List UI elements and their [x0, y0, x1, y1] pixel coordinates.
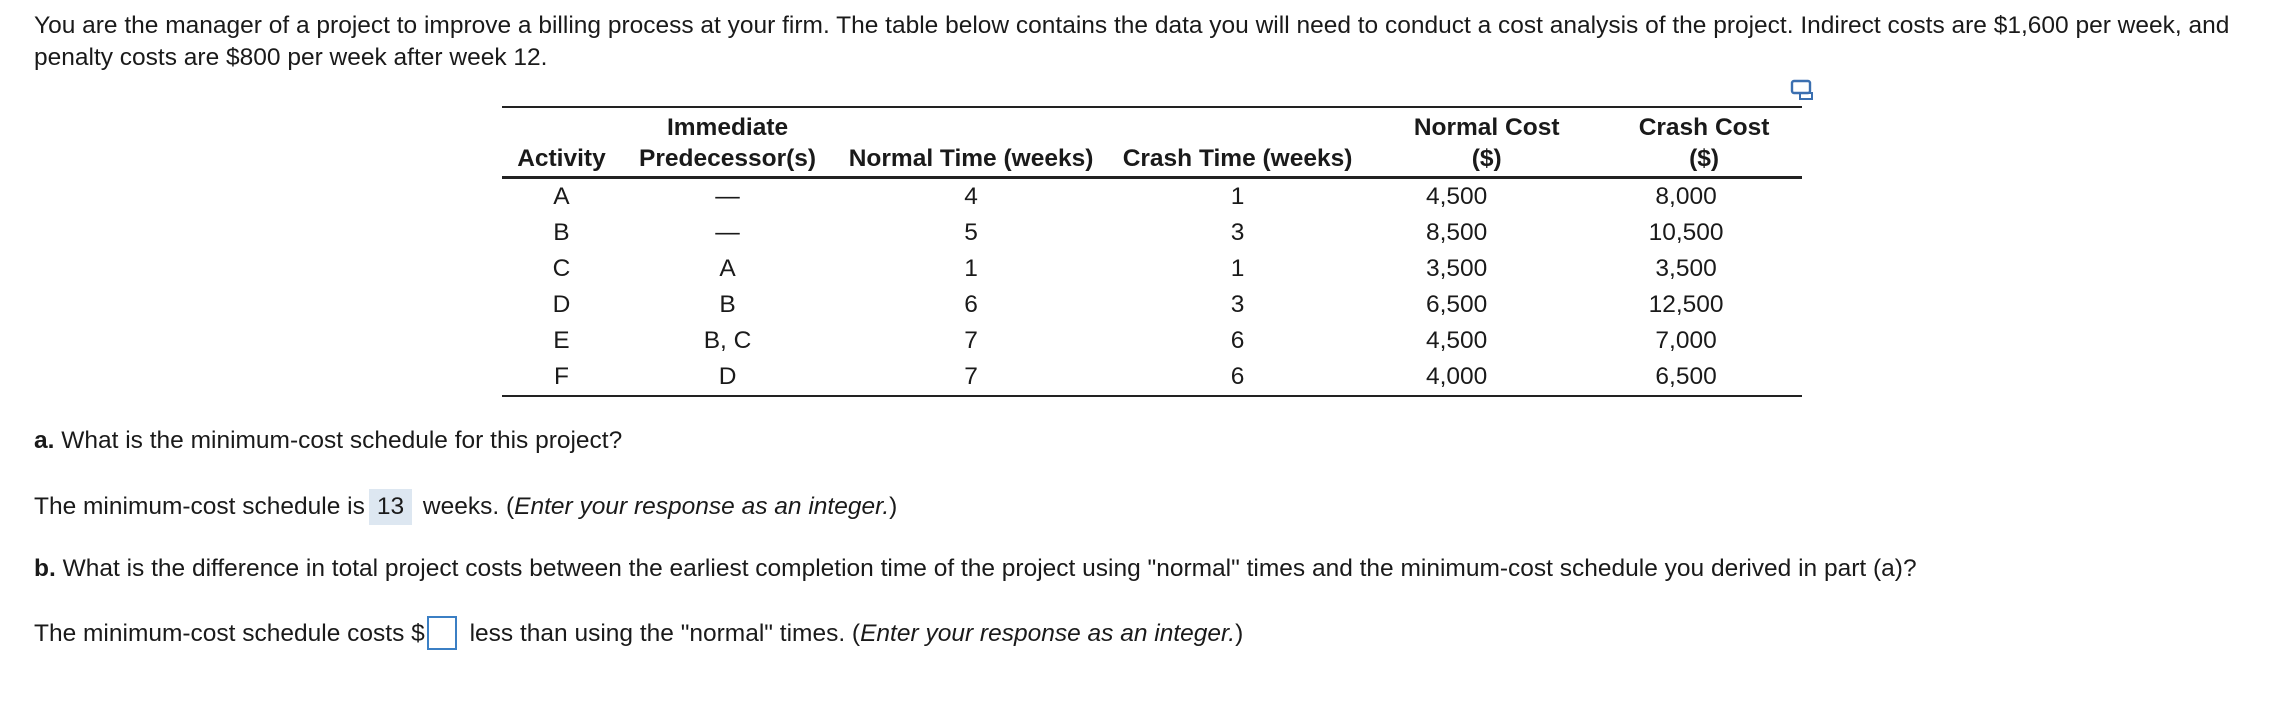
- cell-activity: E: [553, 327, 570, 354]
- question-a-label: a.: [34, 427, 55, 454]
- header-crash-cost: Crash Cost ($): [1606, 107, 1802, 178]
- question-a: [34, 425, 622, 457]
- cell-normal-time: 1: [964, 255, 978, 282]
- cell-crash-time: 1: [1230, 255, 1245, 282]
- table-row: [502, 178, 1802, 216]
- cell-normal-time: 4: [964, 183, 978, 210]
- cell-normal-cost: 3,500: [1426, 255, 1488, 282]
- cell-normal-time: 7: [964, 327, 978, 354]
- problem-intro: You are the manager of a project to improve a billing process at your firm. The table below contains the data you will need to conduct a cost analysis of the project. Indirect costs are $1,600 per week, and penalty costs are $800 per week after week 12.: [34, 12, 2230, 71]
- table-row: [502, 251, 1802, 287]
- header-crash-time: Crash Time (weeks): [1108, 107, 1367, 178]
- question-b-label: b.: [34, 555, 56, 582]
- copy-table-icon[interactable]: [1790, 78, 1816, 102]
- cell-crash-cost: 12,500: [1648, 291, 1724, 318]
- cell-crash-cost: 10,500: [1648, 219, 1724, 246]
- table-row: [502, 323, 1802, 359]
- cell-predecessor: A: [719, 255, 736, 282]
- cell-normal-time: 6: [964, 291, 978, 318]
- table-row: [502, 215, 1802, 251]
- answer-b-prefix: The minimum-cost schedule costs $: [34, 620, 425, 647]
- cell-crash-time: 6: [1230, 327, 1245, 354]
- answer-b-instruction: Enter your response as an integer.: [860, 620, 1236, 647]
- cell-predecessor: —: [715, 183, 740, 210]
- cell-predecessor: D: [718, 363, 737, 390]
- cell-activity: F: [553, 363, 569, 390]
- question-b: [34, 553, 1917, 585]
- cell-normal-cost: 4,000: [1426, 363, 1488, 390]
- answer-a-instruction: Enter your response as an integer.: [514, 493, 890, 520]
- cell-activity: B: [553, 219, 570, 246]
- cell-normal-cost: 8,500: [1426, 219, 1488, 246]
- answer-a-value[interactable]: 13: [369, 489, 412, 525]
- answer-b-close: ): [1235, 620, 1244, 647]
- answer-b-suffix: less than using the "normal" times. (: [462, 620, 861, 647]
- cell-normal-time: 7: [964, 363, 978, 390]
- cell-crash-time: 1: [1230, 183, 1245, 210]
- cell-normal-cost: 4,500: [1426, 327, 1488, 354]
- cell-normal-cost: 6,500: [1426, 291, 1488, 318]
- header-predecessors: Immediate Predecessor(s): [621, 107, 834, 178]
- cell-crash-cost: 6,500: [1655, 363, 1717, 390]
- cell-predecessor: B: [719, 291, 736, 318]
- table-header-row: [502, 107, 1802, 178]
- cost-data-table: [502, 106, 1802, 397]
- header-normal-cost: Normal Cost ($): [1367, 107, 1606, 178]
- cell-activity: A: [553, 183, 570, 210]
- answer-b-line: [34, 618, 1243, 650]
- cell-crash-cost: 3,500: [1655, 255, 1717, 282]
- cell-crash-cost: 8,000: [1655, 183, 1717, 210]
- cell-normal-time: 5: [964, 219, 978, 246]
- cell-predecessor: B, C: [703, 327, 752, 354]
- table-row: [502, 287, 1802, 323]
- answer-b-input[interactable]: [427, 616, 457, 650]
- answer-a-close: ): [889, 493, 898, 520]
- question-a-text: What is the minimum-cost schedule for this project?: [54, 427, 623, 454]
- cell-normal-cost: 4,500: [1426, 183, 1488, 210]
- cell-crash-time: 3: [1230, 291, 1245, 318]
- answer-a-suffix: weeks. (: [416, 493, 515, 520]
- cell-crash-cost: 7,000: [1655, 327, 1717, 354]
- cell-crash-time: 6: [1230, 363, 1245, 390]
- answer-a-line: [34, 489, 897, 525]
- cell-activity: C: [552, 255, 571, 282]
- header-activity: Activity: [502, 107, 621, 178]
- table-row: [502, 359, 1802, 396]
- cell-activity: D: [552, 291, 571, 318]
- question-b-text: What is the difference in total project costs between the earliest completion time of the project using "normal" times and the minimum-cost schedule you derived in part (a)?: [55, 555, 1917, 582]
- cell-crash-time: 3: [1230, 219, 1245, 246]
- header-normal-time: Normal Time (weeks): [834, 107, 1108, 178]
- answer-a-prefix: The minimum-cost schedule is: [34, 493, 365, 520]
- cell-predecessor: —: [715, 219, 740, 246]
